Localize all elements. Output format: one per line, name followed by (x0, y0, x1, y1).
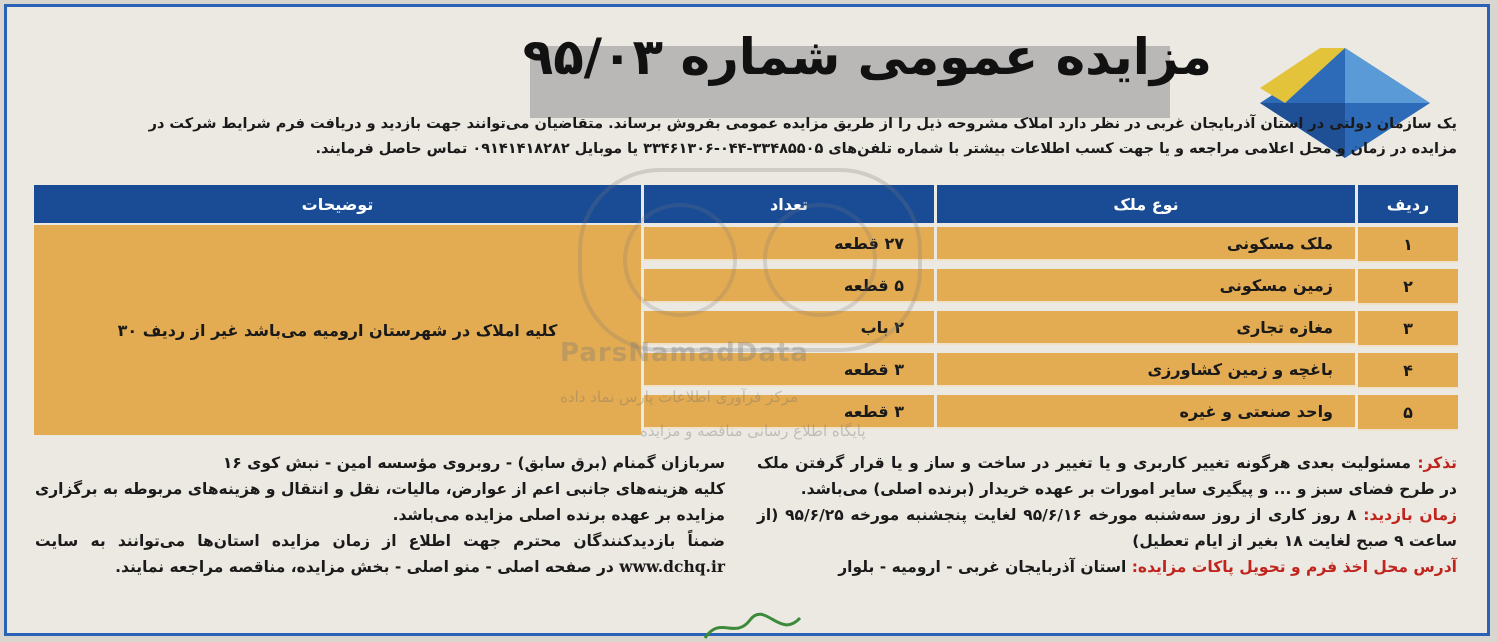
row-3-index: ۳ (1358, 311, 1458, 347)
website-post: در صفحه اصلی - منو اصلی - بخش مزایده، مناقصه مراجعه نمایند. (115, 558, 614, 576)
row-2-type: زمین مسکونی (937, 269, 1355, 303)
row-5-index: ۵ (1358, 395, 1458, 431)
reminder-note (757, 450, 1457, 502)
address-note (757, 554, 1457, 580)
costs-note: کلیه هزینه‌های جانبی اعم از عوارض، مالیات، نقل و انتقال و هزینه‌های مربوطه به برگزاری مزایده بر عهده برنده اصلی مزایده می‌باشد. (35, 480, 725, 524)
website-link[interactable]: www.dchq.ir (619, 557, 725, 576)
address-label: آدرس محل اخذ فرم و تحویل پاکات مزایده: (1131, 558, 1457, 576)
watermark-line-1: مرکز فرآوری اطلاعات پارس نماد داده (560, 388, 798, 406)
reminder-label: تذکر: (1417, 454, 1457, 472)
intro-text (18, 112, 1457, 162)
page-title: مزایده عمومی شماره ۹۵/۰۳ (522, 28, 1212, 86)
notes-right-column (757, 450, 1457, 580)
notes-left-column (35, 450, 725, 580)
website-note (35, 528, 725, 580)
reminder-text: مسئولیت بعدی هرگونه تغییر کاربری و یا تغییر در ساخت و ساز و یا قرار گرفتن ملک در طرح فضای سبز و ... و پیگیری سایر امورات بر عهده خریدار (برنده اصلی) می‌باشد. (757, 454, 1457, 498)
watermark-brand: ParsNamadData (560, 338, 809, 368)
row-5-count: ۳ قطعه (644, 395, 934, 429)
row-1-index: ۱ (1358, 227, 1458, 263)
intro-line-1: یک سازمان دولتی در استان آذربایجان غربی در نظر دارد املاک مشروحه ذیل را از طریق مزایده عمومی بفروش برساند. متقاضیان می‌توانند جهت بازدید و دریافت فرم شرایط شرکت در (148, 116, 1457, 132)
row-1-type: ملک مسکونی (937, 227, 1355, 261)
row-4-count: ۳ قطعه (644, 353, 934, 387)
header-desc: توضیحات (34, 185, 641, 223)
row-1-count: ۲۷ قطعه (644, 227, 934, 261)
watermark-emblem (560, 160, 940, 360)
intro-line-2: مزایده در زمان و محل اعلامی مراجعه و یا جهت کسب اطلاعات بیشتر با شماره تلفن‌های ۳۳۴۸۵۵۰۵-۰۴۴-۳۳۴۶۱۳۰۶ یا موبایل ۰۹۱۴۱۴۱۸۲۸۲ تماس حاصل فرمایند. (315, 141, 1457, 157)
address-text: استان آذربایجان غربی - ارومیه - بلوار (838, 558, 1127, 576)
header-index: ردیف (1358, 185, 1458, 223)
header-count: تعداد (644, 185, 934, 223)
table-description: کلیه املاک در شهرستان ارومیه می‌باشد غیر از ردیف ۳۰ (34, 225, 641, 435)
visit-label: زمان بازدید: (1363, 506, 1457, 524)
row-5-type: واحد صنعتی و غیره (937, 395, 1355, 429)
website-pre: ضمناً بازدیدکنندگان محترم جهت اطلاع از زمان مزایده استان‌ها می‌توانند به سایت (35, 532, 725, 550)
row-3-type: مغازه تجاری (937, 311, 1355, 345)
visit-note (757, 502, 1457, 554)
handwritten-mark (700, 610, 810, 642)
row-2-count: ۵ قطعه (644, 269, 934, 303)
header-type: نوع ملک (937, 185, 1355, 223)
row-4-index: ۴ (1358, 353, 1458, 389)
row-3-count: ۲ باب (644, 311, 934, 345)
watermark-line-2: پایگاه اطلاع رسانی مناقصه و مزایده (640, 422, 866, 440)
visit-text: ۸ روز کاری از روز سه‌شنبه مورخه ۹۵/۶/۱۶ لغایت پنجشنبه مورخه ۹۵/۶/۲۵ (از ساعت ۹ صبح لغایت ۱۸ بغیر از ایام تعطیل) (757, 506, 1457, 550)
row-2-index: ۲ (1358, 269, 1458, 305)
row-4-type: باغچه و زمین کشاورزی (937, 353, 1355, 387)
address-continued: سربازان گمنام (برق سابق) - روبروی مؤسسه امین - نبش کوی ۱۶ (222, 454, 725, 472)
